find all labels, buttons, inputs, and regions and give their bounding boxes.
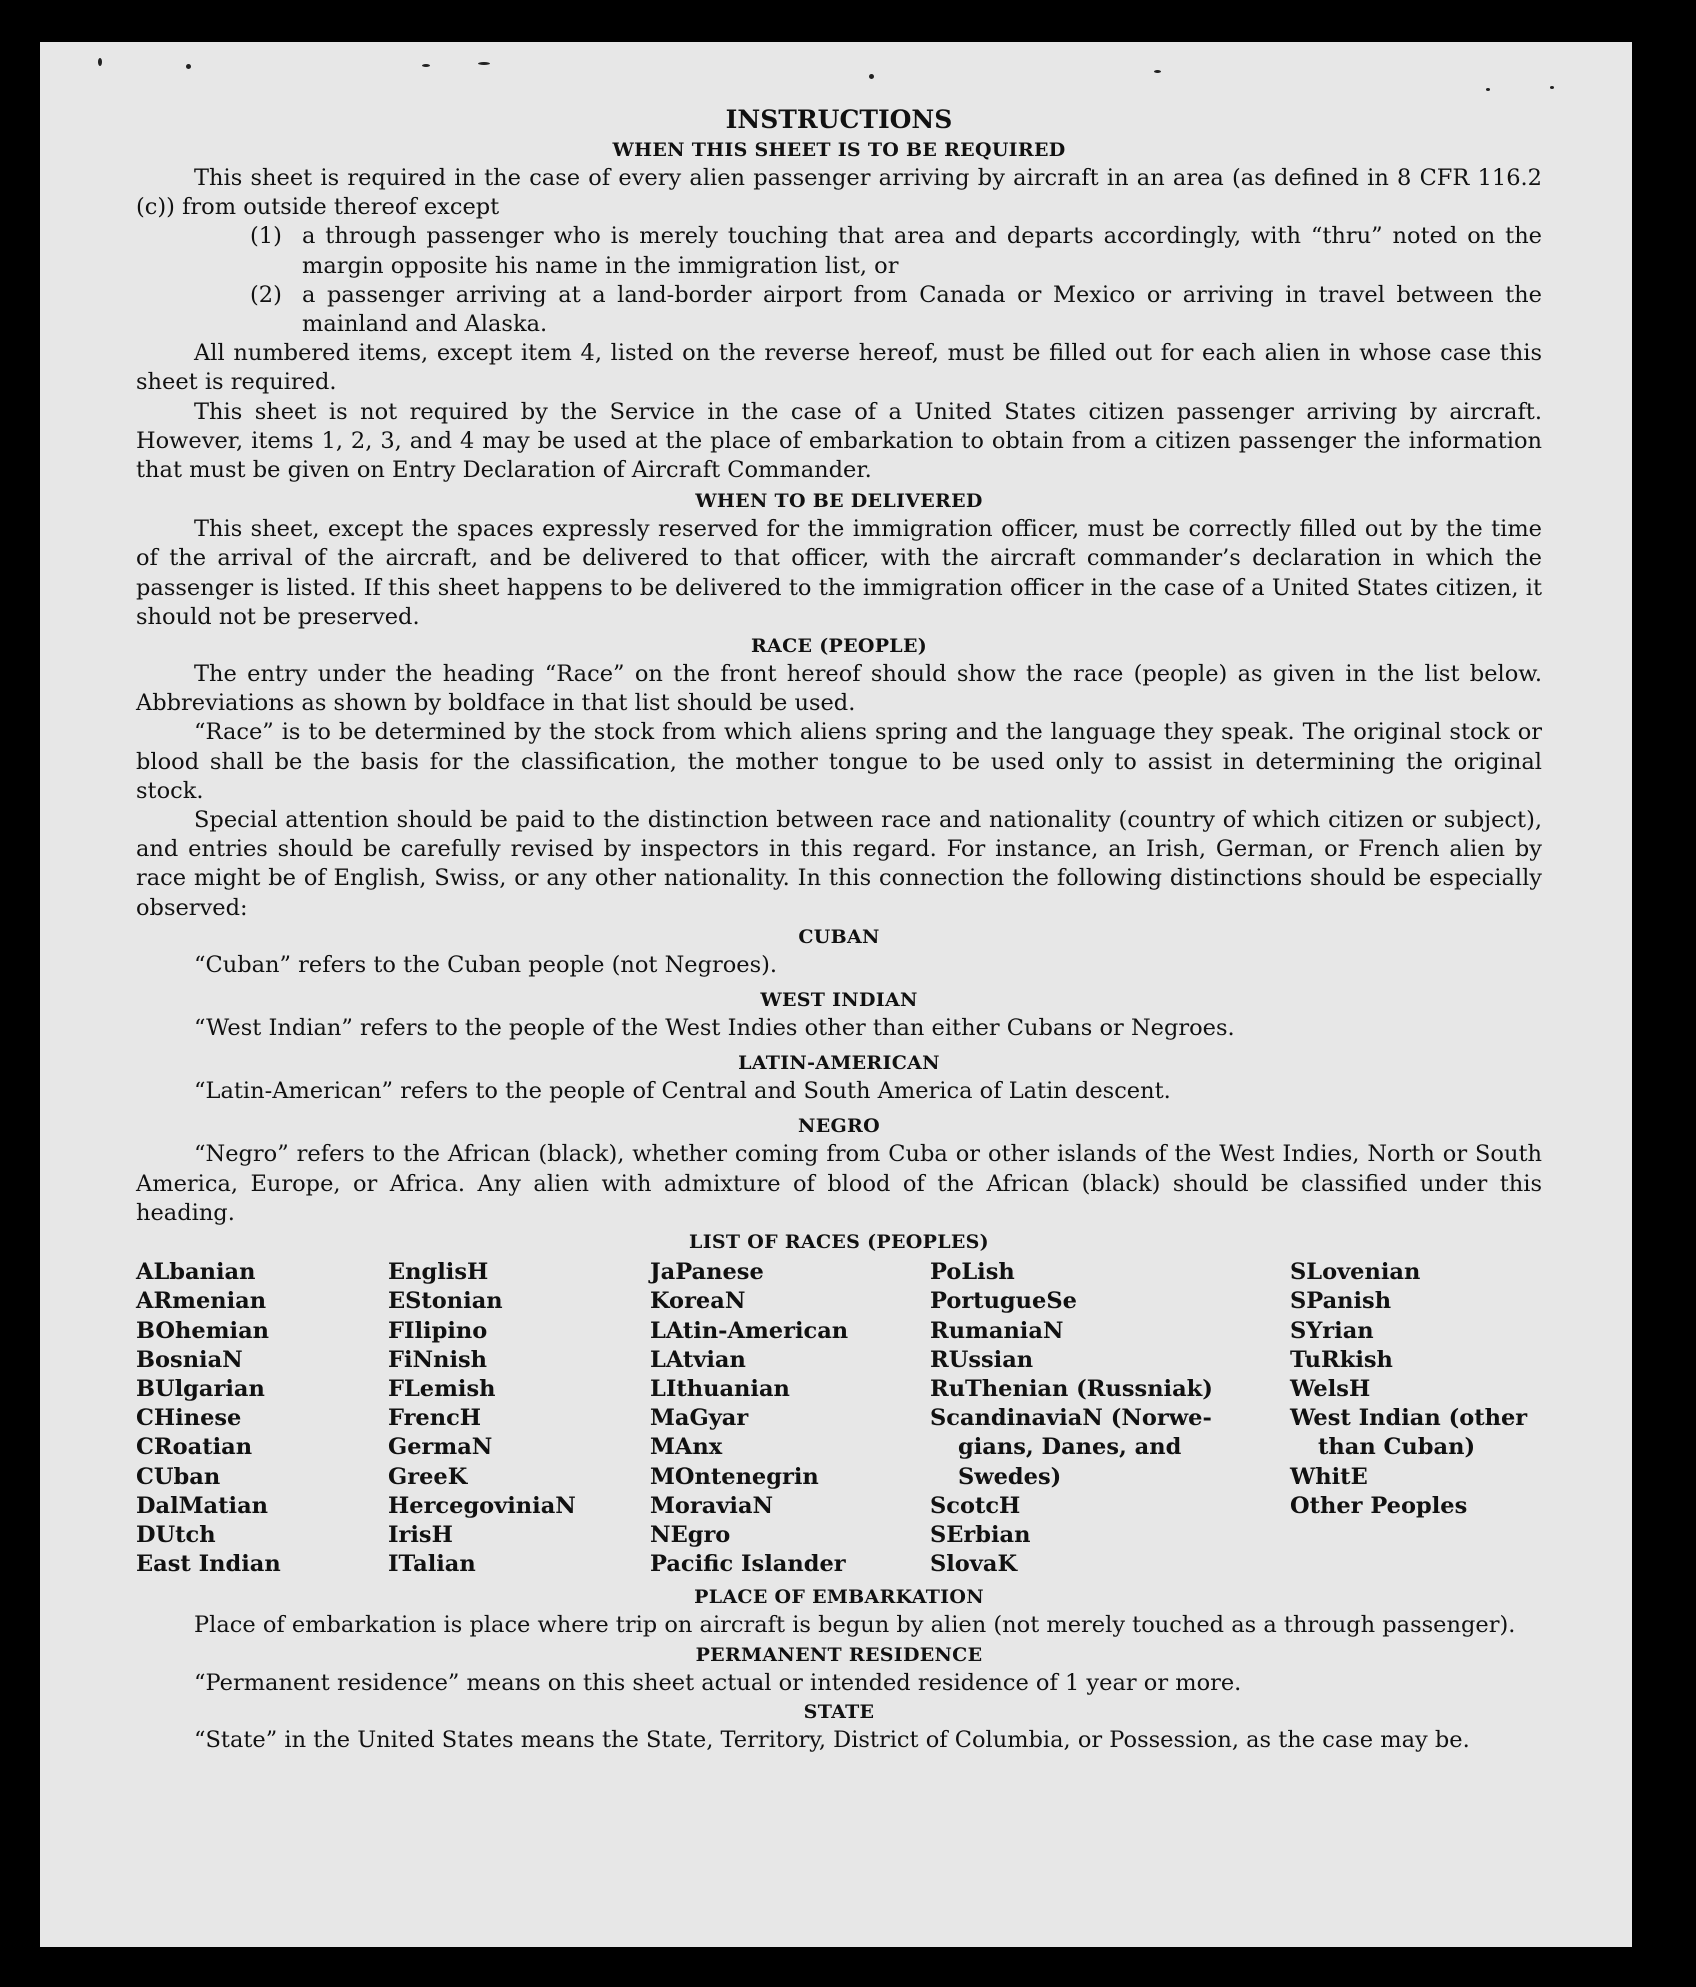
paragraph: “Cuban” refers to the Cuban people (not Negroes). [194,951,778,978]
race-entry: SErbian [930,1521,1031,1548]
section-heading-negro: NEGRO [798,1115,880,1138]
section-heading-when-delivered: WHEN TO BE DELIVERED [695,490,983,513]
race-entry: HercegoviniaN [388,1492,576,1519]
race-entry: EnglisH [388,1259,489,1286]
race-entry: Pacific Islander [650,1551,846,1578]
paragraph: “Latin-American” refers to the people of Central and South America of Latin descent. [194,1078,1171,1105]
races-column-2 [388,1258,650,1579]
scan-speck [478,62,490,65]
race-entry: NEgro [650,1521,731,1548]
scan-speck [98,58,102,66]
race-entry: KoreaN [650,1288,746,1315]
document-page [40,42,1632,1947]
list-item [136,222,1542,280]
race-entry: LAtvian [650,1346,746,1373]
scan-speck [869,74,874,79]
race-entry: LAtin-American [650,1317,849,1344]
race-entry: MAnx [650,1434,723,1461]
race-entry-continued: gians, Danes, and [958,1434,1182,1461]
race-entry: TuRkish [1290,1346,1393,1373]
paragraph: Special attention should be paid to the distinction between race and nationality (country of which citizen or subject), and entries should be carefully revised by inspectors in this regard. For instance, an Irish, German, or French alien by race might be of English, Swiss, or any other nationality. In this connection the following distinctions should be especially observed: [136,807,1542,921]
paragraph: All numbered items, except item 4, listed on the reverse hereof, must be filled out for each alien in whose case this sheet is required. [136,340,1542,396]
races-column-1 [136,1258,388,1579]
race-entry: RUssian [930,1346,1034,1373]
item-number: (1) [250,223,282,250]
race-entry: CUban [136,1463,221,1490]
section-heading-cuban: CUBAN [798,925,880,948]
section-heading-embarkation: PLACE OF EMBARKATION [694,1586,984,1609]
race-entry: BOhemian [136,1317,270,1344]
race-entry: MaGyar [650,1405,749,1432]
race-entry: RumaniaN [930,1317,1064,1344]
paragraph: “West Indian” refers to the people of the West Indies other than either Cubans or Negroes. [194,1015,1235,1042]
instructions-body [136,104,1542,1755]
race-entry: SLovenian [1290,1259,1421,1286]
races-column-4 [930,1258,1290,1579]
item-text: a through passenger who is merely touching that area and departs accordingly, with “thru” noted on the margin opposite his name in the immigration list, or [302,223,1542,279]
race-entry: FiNnish [388,1346,488,1373]
race-entry: PoLish [930,1259,1015,1286]
race-entry: Other Peoples [1290,1492,1468,1519]
race-entry-continued: than Cuban) [1318,1434,1476,1461]
race-entry: BUlgarian [136,1375,265,1402]
race-entry: IrisH [388,1521,453,1548]
races-list [136,1258,1542,1579]
race-entry: GermaN [388,1434,493,1461]
section-heading-list-of-races: LIST OF RACES (PEOPLES) [689,1231,989,1254]
paragraph: This sheet is not required by the Service in the case of a United States citizen passenger arriving by aircraft. However, items 1, 2, 3, and 4 may be used at the place of embarkation to obtain from a citizen passenger the information that must be given on Entry Declaration of Aircraft Commander. [136,398,1542,484]
race-entry: ALbanian [136,1259,256,1286]
paragraph: “Race” is to be determined by the stock from which aliens spring and the language they speak. The original stock or blood shall be the basis for the classification, the mother tongue to be used only to assist in determining the original stock. [136,719,1542,804]
race-entry: EStonian [388,1288,503,1315]
race-entry: MOntenegrin [650,1463,819,1490]
race-entry: SPanish [1290,1288,1392,1315]
race-entry: FIlipino [388,1317,488,1344]
item-text: a passenger arriving at a land-border airport from Canada or Mexico or arriving in travel between the mainland and Alaska. [302,281,1542,338]
race-entry: RuThenian (Russniak) [930,1375,1213,1402]
page-title: INSTRUCTIONS [725,105,953,134]
item-number: (2) [250,281,282,308]
section-heading-west-indian: WEST INDIAN [760,989,918,1012]
race-entry: DalMatian [136,1492,269,1519]
race-entry: WelsH [1290,1375,1371,1402]
paragraph: This sheet is required in the case of every alien passenger arriving by aircraft in an area (as defined in 8 CFR 116.2 (c)) from outside thereof except [136,165,1542,221]
paragraph: “Permanent residence” means on this sheet actual or intended residence of 1 year or more. [194,1669,1242,1696]
race-entry: LIthuanian [650,1375,790,1402]
scan-speck [186,64,191,69]
scan-speck [1486,88,1490,91]
section-heading-state: STATE [803,1700,875,1723]
paragraph: “State” in the United States means the State, Territory, District of Columbia, or Possession, as the case may be. [194,1726,1470,1753]
race-entry: MoraviaN [650,1492,774,1519]
race-entry: BosniaN [136,1346,243,1373]
paragraph: “Negro” refers to the African (black), whether coming from Cuba or other islands of the West Indies, North or South America, Europe, or Africa. Any alien with admixture of blood of the African (black) should be classified under this heading. [136,1141,1542,1226]
race-entry: SlovaK [930,1551,1018,1578]
races-column-3 [650,1258,930,1579]
paragraph: The entry under the heading “Race” on the front hereof should show the race (people) as given in the list below. Abbreviations as shown by boldface in that list should be used. [136,661,1542,717]
race-entry: East Indian [136,1551,281,1578]
section-heading-when-required: WHEN THIS SHEET IS TO BE REQUIRED [612,139,1066,161]
races-column-5 [1290,1258,1540,1579]
section-heading-race: RACE (PEOPLE) [750,635,928,658]
scan-speck [1154,70,1161,73]
paragraph: Place of embarkation is place where trip on aircraft is begun by alien (not merely touched as a through passenger). [194,1612,1516,1639]
race-entry: ScotcH [930,1492,1021,1519]
race-entry: WhitE [1290,1463,1368,1490]
race-entry: West Indian (other [1290,1405,1528,1432]
race-entry: SYrian [1290,1317,1374,1344]
race-entry: DUtch [136,1521,216,1548]
paragraph: This sheet, except the spaces expressly reserved for the immigration officer, must be correctly filled out by the time of the arrival of the aircraft, and be delivered to that officer, with the aircraft commander’s declaration in which the passenger is listed. If this sheet happens to be delivered to the immigration officer in the case of a United States citizen, it should not be preserved. [136,516,1542,630]
race-entry: FrencH [388,1405,482,1432]
section-heading-residence: PERMANENT RESIDENCE [695,1643,983,1666]
race-entry: JaPanese [650,1259,764,1286]
race-entry: ITalian [388,1551,476,1578]
race-entry: GreeK [388,1463,468,1490]
scan-speck [422,64,430,67]
scan-speck [1550,86,1554,89]
race-entry: CRoatian [136,1434,253,1461]
race-entry: PortugueSe [930,1288,1077,1315]
section-heading-latin-american: LATIN-AMERICAN [738,1052,940,1075]
race-entry: ScandinaviaN (Norwe- [930,1405,1212,1432]
list-item [136,281,1542,339]
race-entry: CHinese [136,1405,242,1432]
race-entry: ARmenian [136,1288,267,1315]
race-entry: FLemish [388,1375,496,1402]
race-entry-continued: Swedes) [958,1463,1062,1490]
